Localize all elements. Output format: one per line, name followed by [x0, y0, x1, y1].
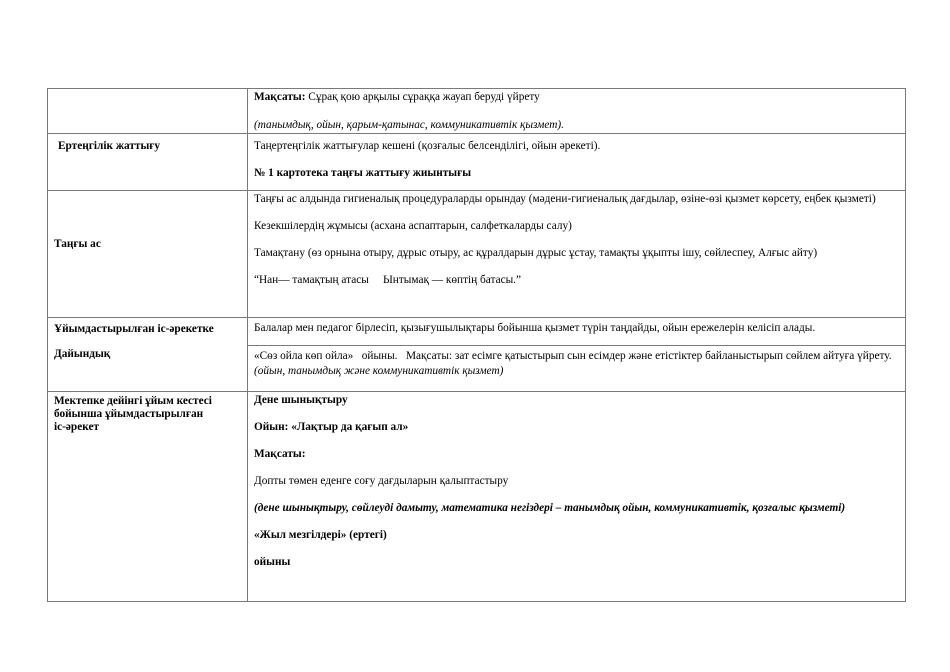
preparation-part2-note: (ойын, танымдық және коммуникативтік қызмет)	[254, 365, 504, 377]
preparation-part2-text: «Сөз ойла көп ойла» ойыны. Мақсаты: зат есімге қатыстырып сын есімдер және етістіктер байланыстырып сөйлем айтуға үйрету.	[254, 350, 892, 362]
daily-plan-table	[47, 88, 906, 602]
activity-tale-game: ойыны	[254, 556, 291, 568]
activity-goal-label: Мақсаты:	[254, 448, 306, 460]
morning-exercise-content-cell	[248, 134, 906, 191]
goal-prefix: Мақсаты:	[254, 91, 306, 103]
goal-text: Сұрақ қою арқылы сұраққа жауап беруді үйрету	[305, 91, 540, 103]
preparation-part2-cell	[248, 346, 906, 392]
preparation-label-line2: Дайындық	[54, 348, 111, 360]
activity-subject: Дене шынықтыру	[254, 394, 348, 406]
breakfast-content-cell	[248, 191, 906, 318]
goal-row	[48, 89, 906, 134]
breakfast-line1: Таңғы ас алдында гигиеналық процедураларды орындау (мәдени-гигиеналық дағдылар, өзіне-өзі қызмет көрсету, еңбек қызметі)	[254, 193, 876, 205]
activity-goal-text: Допты төмен еденге соғу дағдыларын қалыптастыру	[254, 475, 509, 487]
activity-areas: (дене шынықтыру, сөйлеуді дамыту, математика негіздері – танымдық ойын, коммуникативтік, қозғалыс қызметі)	[254, 502, 846, 514]
preparation-part1-cell	[248, 318, 906, 346]
goal-row-content-cell	[248, 89, 906, 134]
preparation-part1: Балалар мен педагог бірлесіп, қызығушылықтары бойынша қызмет түрін таңдайды, ойын ережелерін келісіп алады.	[254, 322, 816, 334]
morning-exercise-line2: № 1 картотека таңғы жаттығу жиынтығы	[254, 167, 472, 179]
preparation-label-cell	[48, 318, 248, 392]
morning-exercise-row	[48, 134, 906, 191]
preparation-part2	[248, 349, 905, 379]
organized-activity-content-cell	[248, 392, 906, 602]
organized-activity-label-line2: бойынша ұйымдастырылған	[54, 408, 204, 420]
breakfast-label: Таңғы ас	[54, 238, 101, 250]
activity-tale: «Жыл мезгілдері» (ертегі)	[254, 529, 387, 541]
goal-line	[248, 90, 905, 105]
organized-activity-row	[48, 392, 906, 602]
organized-activity-label-line3: іс-әрекет	[54, 421, 100, 433]
preparation-label-line1: Ұйымдастырылған іс-әрекетке	[54, 323, 214, 335]
breakfast-row	[48, 191, 906, 318]
morning-exercise-line1: Таңертеңгілік жаттығулар кешені (қозғалыс белсенділігі, ойын әрекеті).	[254, 140, 601, 152]
goal-note: (танымдық, ойын, қарым-қатынас, коммуникативтік қызмет).	[254, 119, 564, 131]
preparation-row	[48, 318, 906, 346]
goal-row-label-cell	[48, 89, 248, 134]
breakfast-label-cell	[48, 191, 248, 318]
breakfast-line4: “Нан— тамақтың атасы Ынтымақ — көптің батасы.”	[254, 274, 522, 286]
morning-exercise-label-cell	[48, 134, 248, 191]
morning-exercise-label: Ертеңгілік жаттығу	[58, 140, 161, 152]
activity-game: Ойын: «Лақтыр да қағып ал»	[254, 421, 409, 433]
organized-activity-label-cell	[48, 392, 248, 602]
organized-activity-label-line1: Мектепке дейінгі ұйым кестесі	[54, 395, 212, 407]
breakfast-line3: Тамақтану (өз орнына отыру, дұрыс отыру, ас құралдарын дұрыс ұстау, тамақты ұқыпты ішу, сөйлеспеу, Алғыс айту)	[254, 247, 818, 259]
breakfast-line2: Кезекшілердің жұмысы (асхана аспаптарын, салфеткаларды салу)	[254, 220, 572, 232]
